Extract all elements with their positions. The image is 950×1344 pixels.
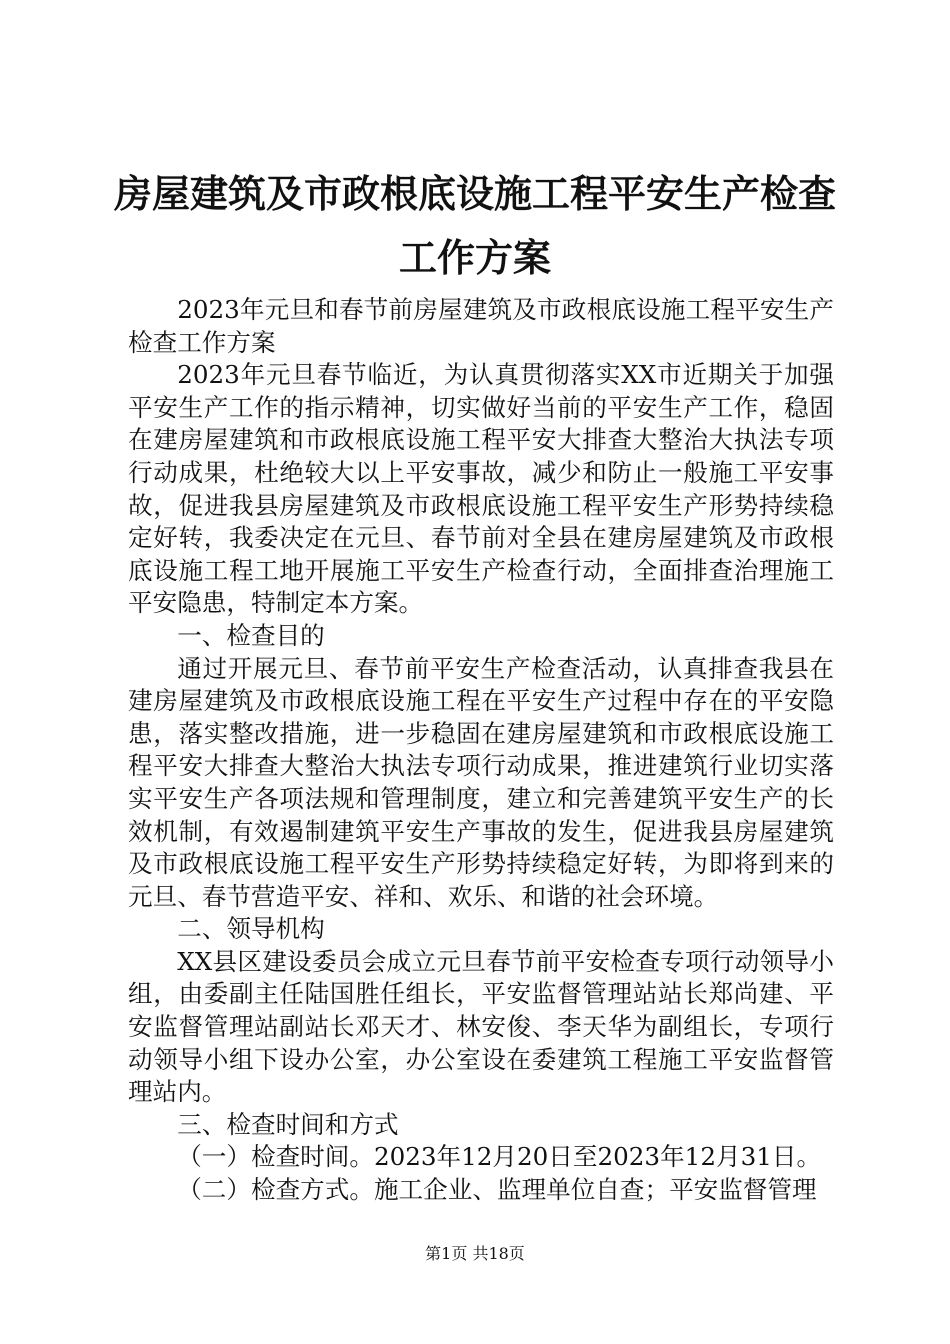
document-title: 房屋建筑及市政根底设施工程平安生产检查工作方案: [113, 171, 836, 280]
section-heading-time-method: 三、检查时间和方式: [177, 1109, 399, 1139]
page-footer: 第1页 共18页: [425, 1244, 525, 1263]
section-heading-leadership: 二、领导机构: [177, 914, 325, 944]
paragraph-leadership: XX县区建设委员会成立元旦春节前平安检查专项行动领导小组，由委副主任陆国胜任组长，平安监督管理站站长郑尚建、平安监督管理站副站长邓天才、林安俊、李天华为副组长，专项行动领导小组下设办公室，办公室设在委建筑工程施工平安监督管理站内。: [128, 946, 834, 1107]
paragraph-intro: 2023年元旦春节临近，为认真贯彻落实XX市近期关于加强平安生产工作的指示精神，切实做好当前的平安生产工作，稳固在建房屋建筑和市政根底设施工程平安大排查大整治大执法专项行动成果，杜绝较大以上平安事故，减少和防止一般施工平安事故，促进我县房屋建筑及市政根底设施工程平安生产形势持续稳定好转，我委决定在元旦、春节前对全县在建房屋建筑及市政根底设施工程工地开展施工平安生产检查行动，全面排查治理施工平安隐患，特制定本方案。: [128, 360, 834, 618]
paragraph-purpose: 通过开展元旦、春节前平安生产检查活动，认真排查我县在建房屋建筑及市政根底设施工程在平安生产过程中存在的平安隐患，落实整改措施，进一步稳固在建房屋建筑和市政根底设施工程平安大排查大整治大执法专项行动成果，推进建筑行业切实落实平安生产各项法规和管理制度，建立和完善建筑平安生产的长效机制，有效遏制建筑平安生产事故的发生，促进我县房屋建筑及市政根底设施工程平安生产形势持续稳定好转，为即将到来的元旦、春节营造平安、祥和、欢乐、和谐的社会环境。: [128, 653, 834, 911]
section-heading-purpose: 一、检查目的: [177, 620, 325, 650]
paragraph-check-method: （二）检查方式。施工企业、监理单位自查；平安监督管理: [177, 1175, 817, 1205]
document-body: [128, 294, 834, 1207]
paragraph-subtitle: 2023年元旦和春节前房屋建筑及市政根底设施工程平安生产检查工作方案: [128, 295, 834, 357]
paragraph-check-time: （一）检查时间。2023年12月20日至2023年12月31日。: [177, 1142, 822, 1172]
